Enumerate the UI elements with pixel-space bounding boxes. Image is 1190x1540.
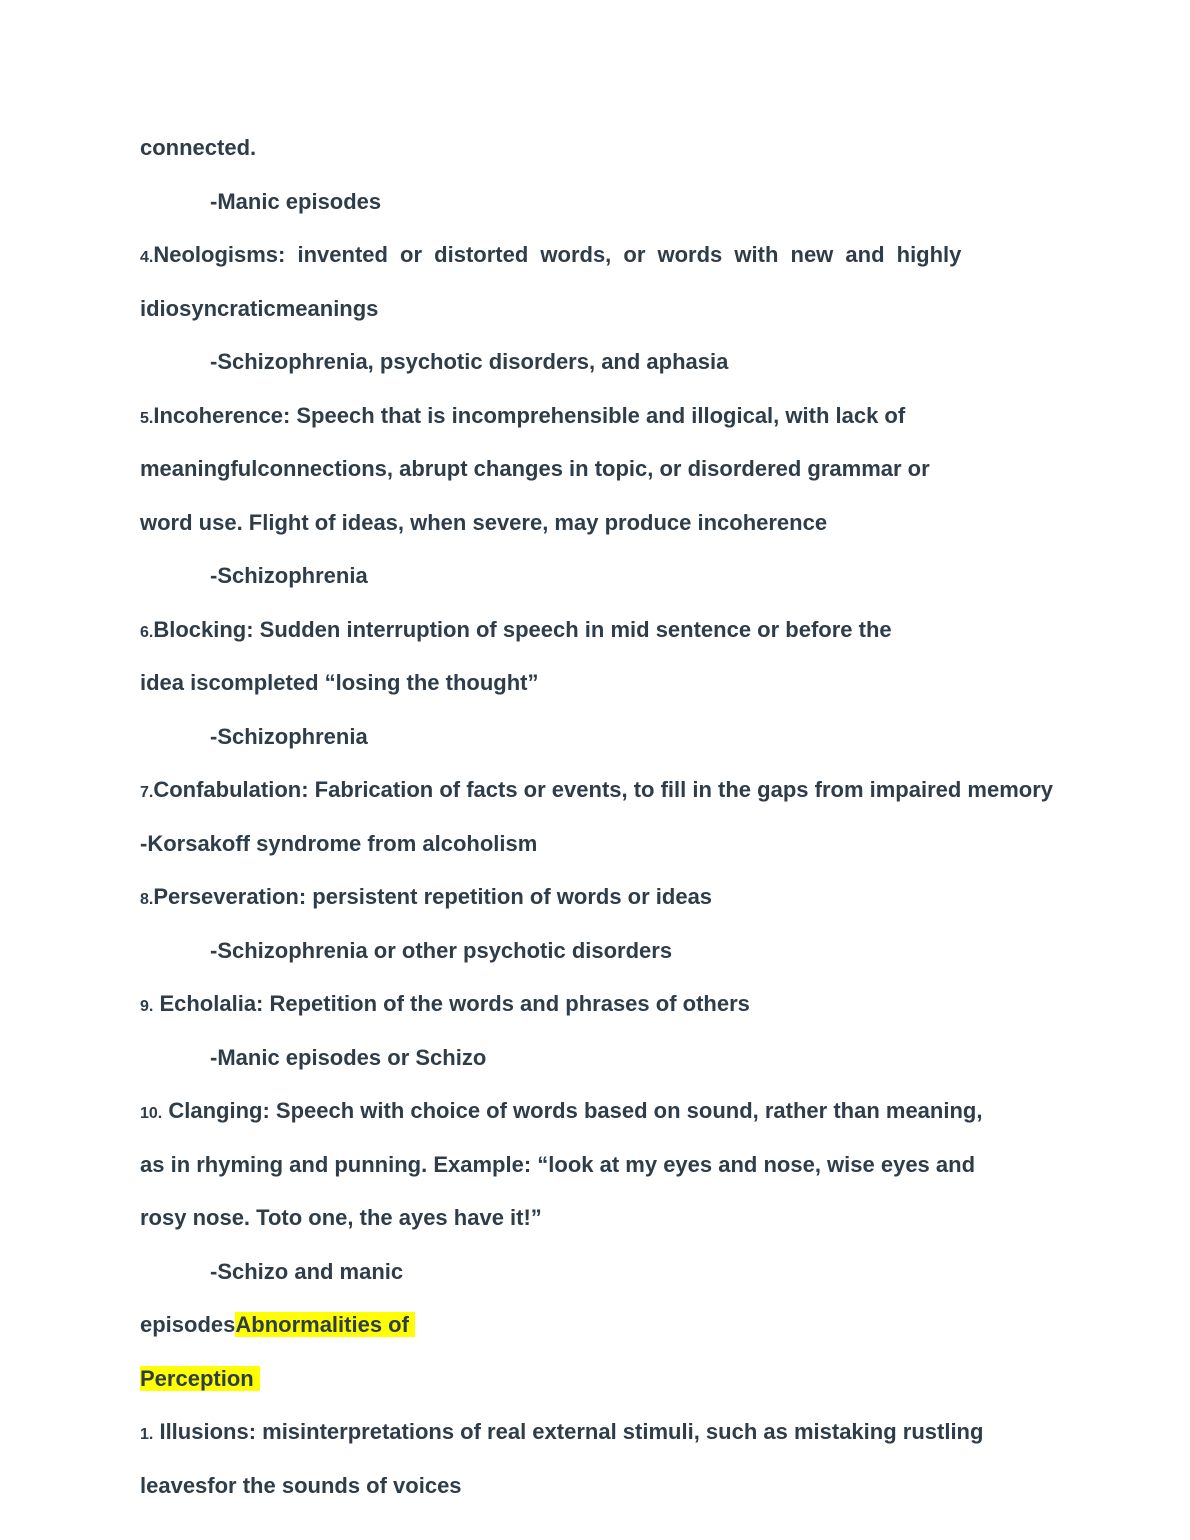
list-number: 4.	[140, 249, 154, 266]
text-segment: -Korsakoff syndrome from alcoholism	[140, 830, 538, 856]
text-line	[140, 549, 1130, 603]
list-number: 9.	[140, 998, 154, 1015]
text-line	[140, 656, 1130, 710]
list-number: 10.	[140, 1105, 163, 1122]
text-line	[140, 389, 1130, 443]
text-line	[140, 1298, 1130, 1352]
text-segment: -Schizophrenia or other psychotic disorders	[210, 937, 673, 963]
text-segment: -Schizophrenia	[210, 723, 368, 749]
text-segment: Blocking: Sudden interruption of speech in mid sentence or before the	[153, 616, 892, 642]
text-segment: Echolalia: Repetition of the words and phrases of others	[153, 991, 750, 1016]
text-line	[140, 1191, 1130, 1245]
text-segment: leavesfor the sounds of voices	[140, 1472, 462, 1498]
text-segment: Neologisms: invented or distorted words, or words with new and highly	[153, 242, 962, 267]
text-segment: meaningfulconnections, abrupt changes in topic, or disordered grammar or	[140, 456, 930, 481]
text-segment: -Schizophrenia	[210, 563, 368, 588]
text-line	[140, 175, 1130, 229]
text-line	[140, 282, 1130, 336]
text-line	[140, 710, 1130, 764]
text-segment: as in rhyming and punning. Example: “look at my eyes and nose, wise eyes and	[140, 1151, 976, 1177]
text-line	[140, 763, 1130, 817]
text-segment: connected.	[140, 135, 257, 160]
highlighted-text: Abnormalities of	[235, 1312, 416, 1337]
text-line	[140, 1459, 1130, 1513]
text-line	[140, 335, 1130, 389]
text-segment: rosy nose. Toto one, the ayes have it!”	[140, 1205, 542, 1230]
text-line	[140, 817, 1130, 871]
text-line	[140, 1352, 1130, 1406]
text-line	[140, 121, 1130, 175]
text-segment: -Schizo and manic	[210, 1258, 404, 1284]
text-segment: word use. Flight of ideas, when severe, may produce incoherence	[140, 509, 828, 535]
text-line	[140, 1405, 1130, 1459]
list-number: 5.	[140, 409, 154, 427]
text-line	[140, 496, 1130, 550]
text-segment: Incoherence: Speech that is incomprehensible and illogical, with lack of	[153, 402, 906, 428]
text-segment: Illusions: misinterpretations of real external stimuli, such as mistaking rustling	[153, 1419, 984, 1444]
highlighted-text: Perception	[140, 1365, 260, 1391]
text-segment: -Manic episodes or Schizo	[210, 1044, 487, 1070]
text-line	[140, 977, 1130, 1031]
text-line	[140, 1031, 1130, 1085]
text-line	[140, 1084, 1130, 1138]
list-number: 6.	[140, 623, 154, 641]
text-line	[140, 1245, 1130, 1299]
text-segment: idea iscompleted “losing the thought”	[140, 670, 539, 695]
text-line	[140, 603, 1130, 657]
text-line	[140, 442, 1130, 496]
list-number: 8.	[140, 891, 154, 908]
text-segment: -Schizophrenia, psychotic disorders, and aphasia	[210, 349, 729, 374]
text-segment: Perseveration: persistent repetition of words or ideas	[153, 884, 713, 909]
text-segment: -Manic episodes	[210, 188, 382, 214]
list-number: 7.	[140, 784, 154, 801]
text-line	[140, 228, 1130, 282]
text-line	[140, 924, 1130, 978]
text-segment: idiosyncraticmeanings	[140, 295, 379, 321]
text-line	[140, 870, 1130, 924]
text-segment: episodes	[140, 1312, 236, 1337]
text-segment: Confabulation: Fabrication of facts or events, to fill in the gaps from impaired memory	[153, 777, 1054, 802]
text-line	[140, 1138, 1130, 1192]
text-segment: Clanging: Speech with choice of words based on sound, rather than meaning,	[162, 1098, 983, 1123]
list-number: 1.	[140, 1426, 154, 1443]
